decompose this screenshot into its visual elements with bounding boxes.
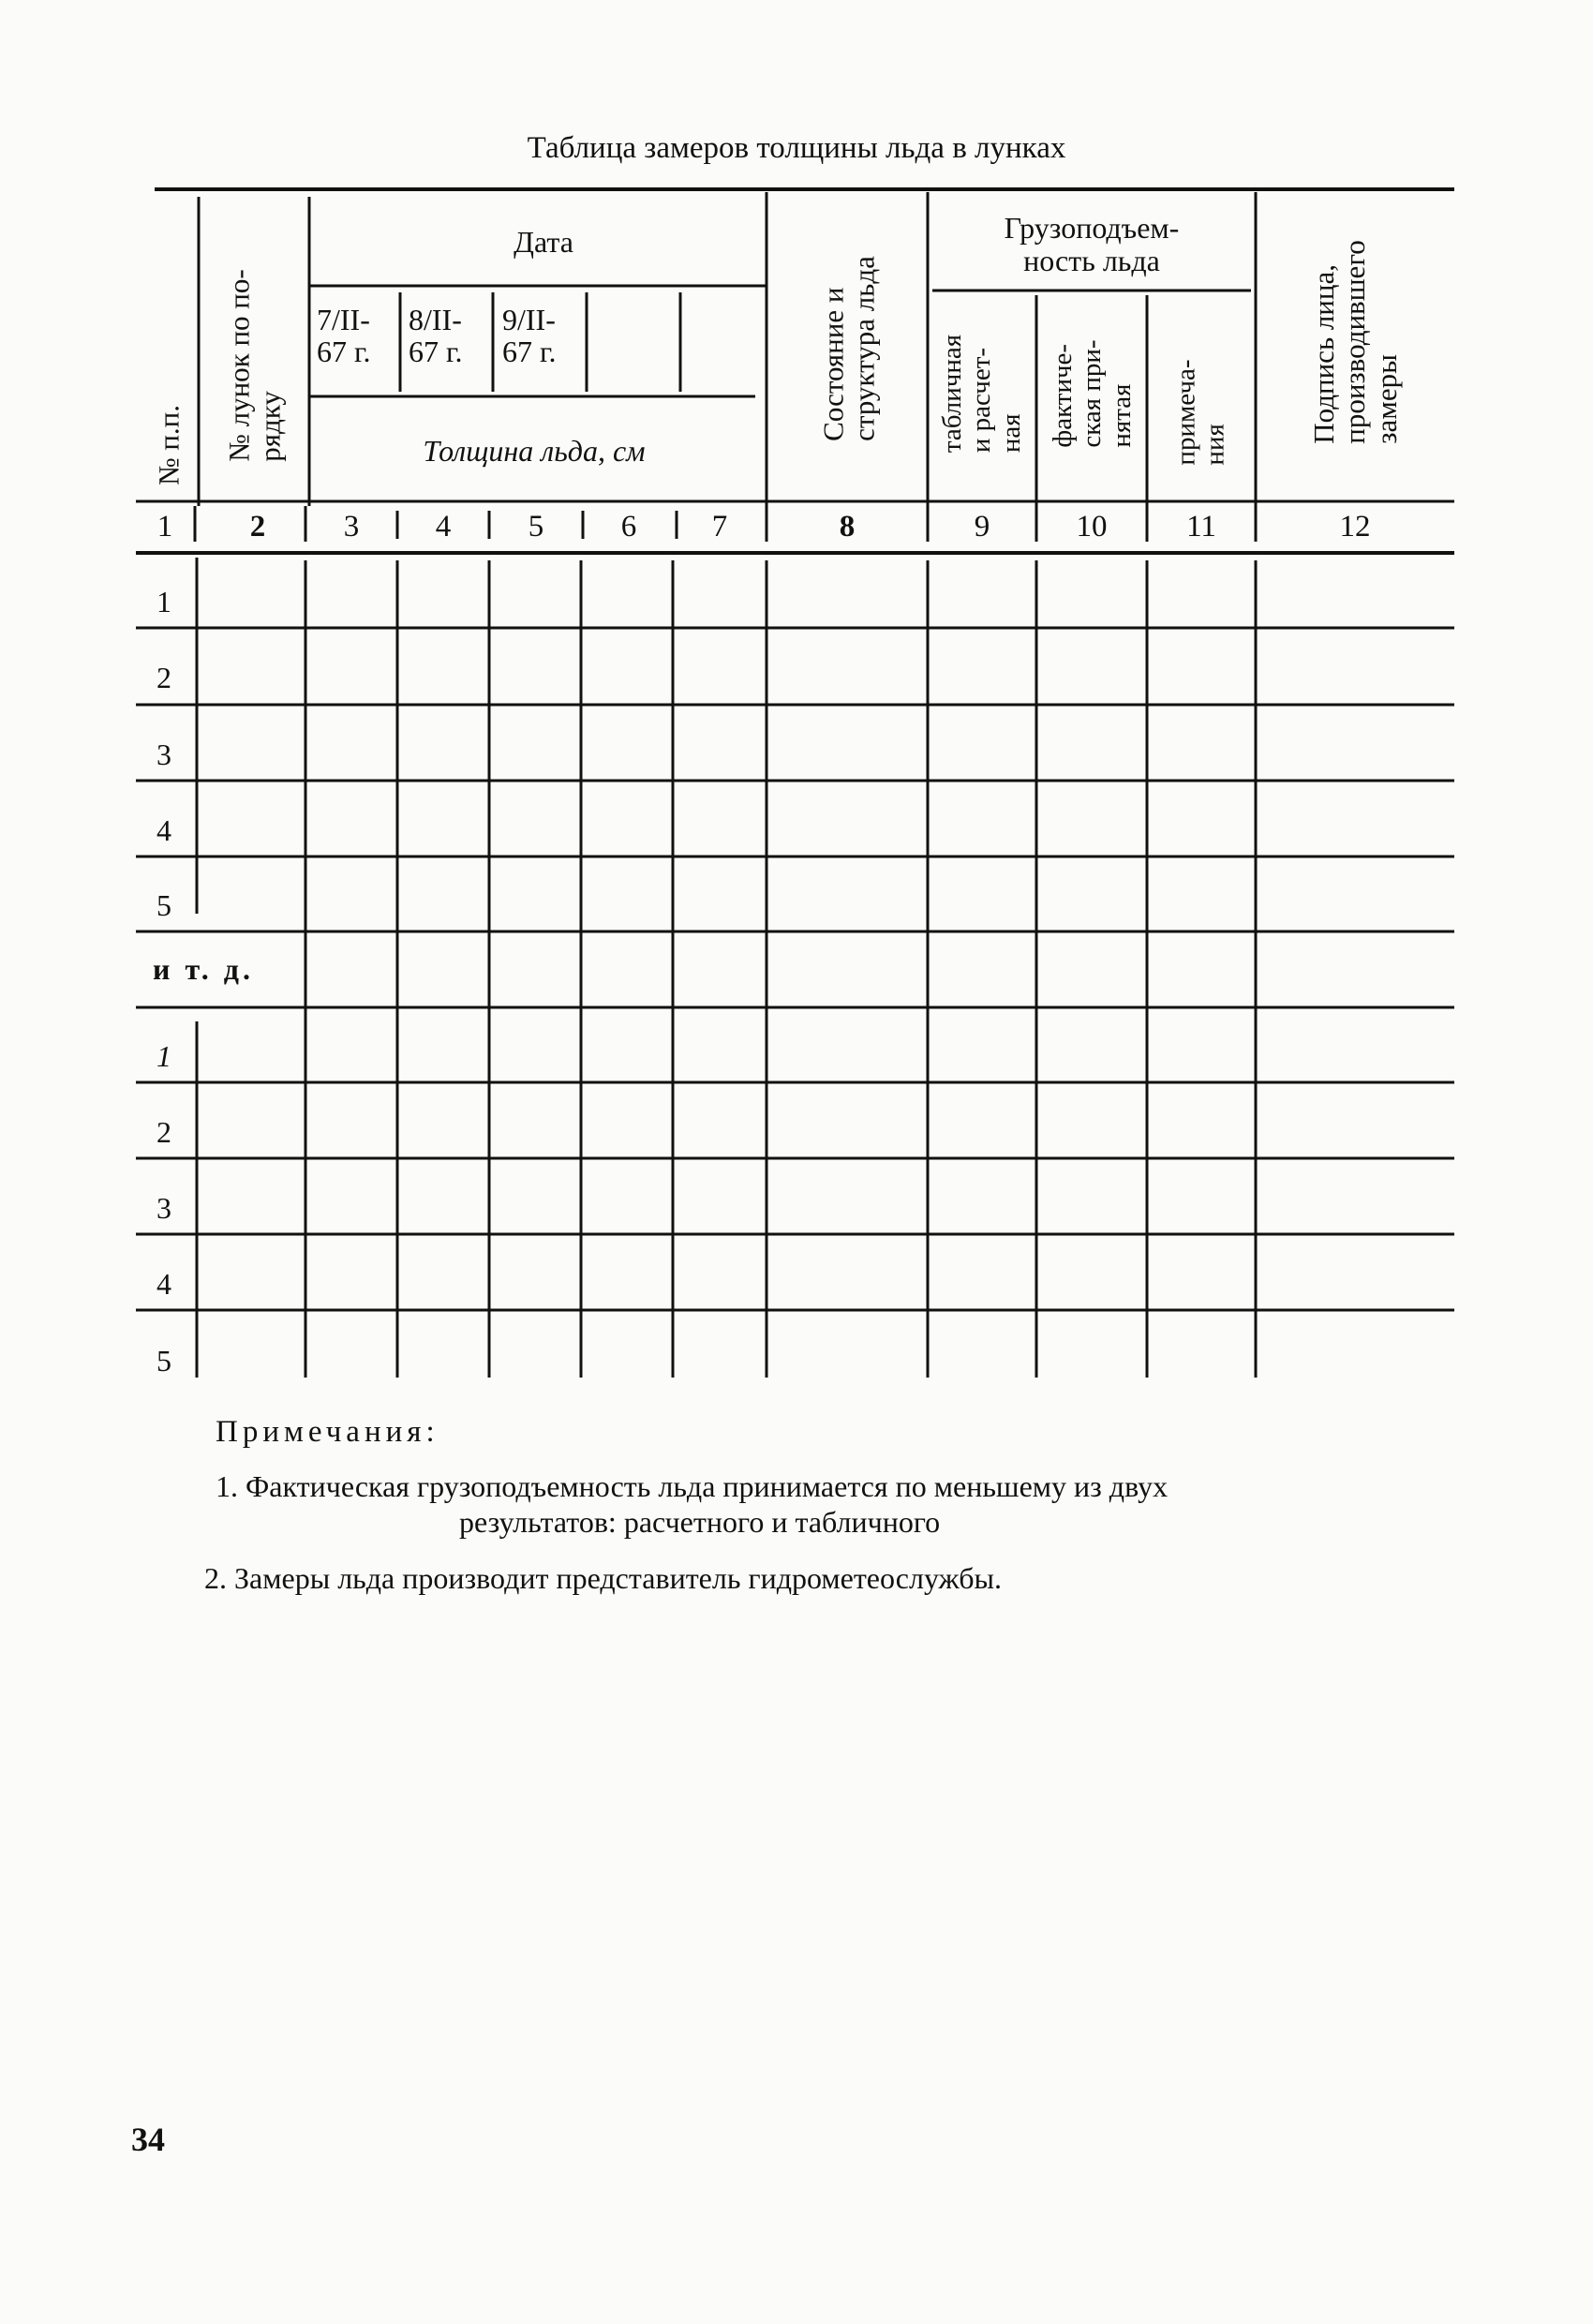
header-col9: табличная и расчет- ная — [937, 334, 1026, 454]
header-thickness: Толщина льда, см — [423, 434, 646, 468]
header-date-group: Дата — [514, 225, 573, 259]
header-date-1: 7/II- 67 г. — [317, 303, 371, 368]
column-number: 7 — [711, 510, 728, 544]
row-label: 5 — [156, 1344, 171, 1378]
row-label: 4 — [156, 1267, 171, 1301]
column-number: 6 — [620, 510, 637, 544]
note-2: 2. Замеры льда производит представитель гидрометеослужбы. — [204, 1561, 1003, 1595]
column-number: 9 — [974, 510, 990, 544]
header-col12: Подпись лица, производившего замеры — [1306, 240, 1403, 444]
row-label: 3 — [156, 737, 171, 771]
column-number: 12 — [1339, 510, 1371, 544]
header-col2: № лунок по по- рядку — [222, 269, 287, 462]
column-number: 8 — [839, 510, 856, 544]
row-label: 4 — [156, 813, 171, 847]
note-1-line-2: результатов: расчетного и табличного — [459, 1505, 941, 1539]
column-number: 2 — [249, 510, 266, 544]
header-col8: Состояние и структура льда — [816, 256, 881, 441]
header-col10: фактиче- ская при- нятая — [1048, 339, 1137, 448]
header-date-2: 8/II- 67 г. — [409, 303, 463, 368]
column-number: 5 — [528, 510, 544, 544]
note-1-line-1: 1. Фактическая грузоподъемность льда принимается по меньшему из двух — [216, 1469, 1169, 1503]
row-label: 5 — [156, 888, 171, 922]
header-date-3: 9/II- 67 г. — [502, 303, 557, 368]
row-label: 3 — [156, 1191, 171, 1225]
column-number: 4 — [435, 510, 452, 544]
page-title: Таблица замеров толщины льда в лунках — [527, 131, 1066, 165]
row-label: 1 — [156, 1039, 171, 1073]
header-capacity-group: Грузоподъем- ность льда — [1004, 211, 1180, 277]
row-label: 2 — [156, 661, 171, 694]
header-col1: № п.п. — [152, 404, 186, 486]
row-label-etc: и т. д. — [153, 952, 254, 986]
column-number: 1 — [156, 510, 173, 544]
notes-heading: Примечания: — [216, 1415, 439, 1449]
column-number: 10 — [1076, 510, 1108, 544]
row-label: 1 — [156, 585, 171, 618]
header-col11: примеча- ния — [1170, 359, 1230, 466]
row-label: 2 — [156, 1115, 171, 1149]
column-number: 11 — [1186, 510, 1216, 544]
page-number: 34 — [131, 2121, 165, 2158]
column-number: 3 — [343, 510, 360, 544]
